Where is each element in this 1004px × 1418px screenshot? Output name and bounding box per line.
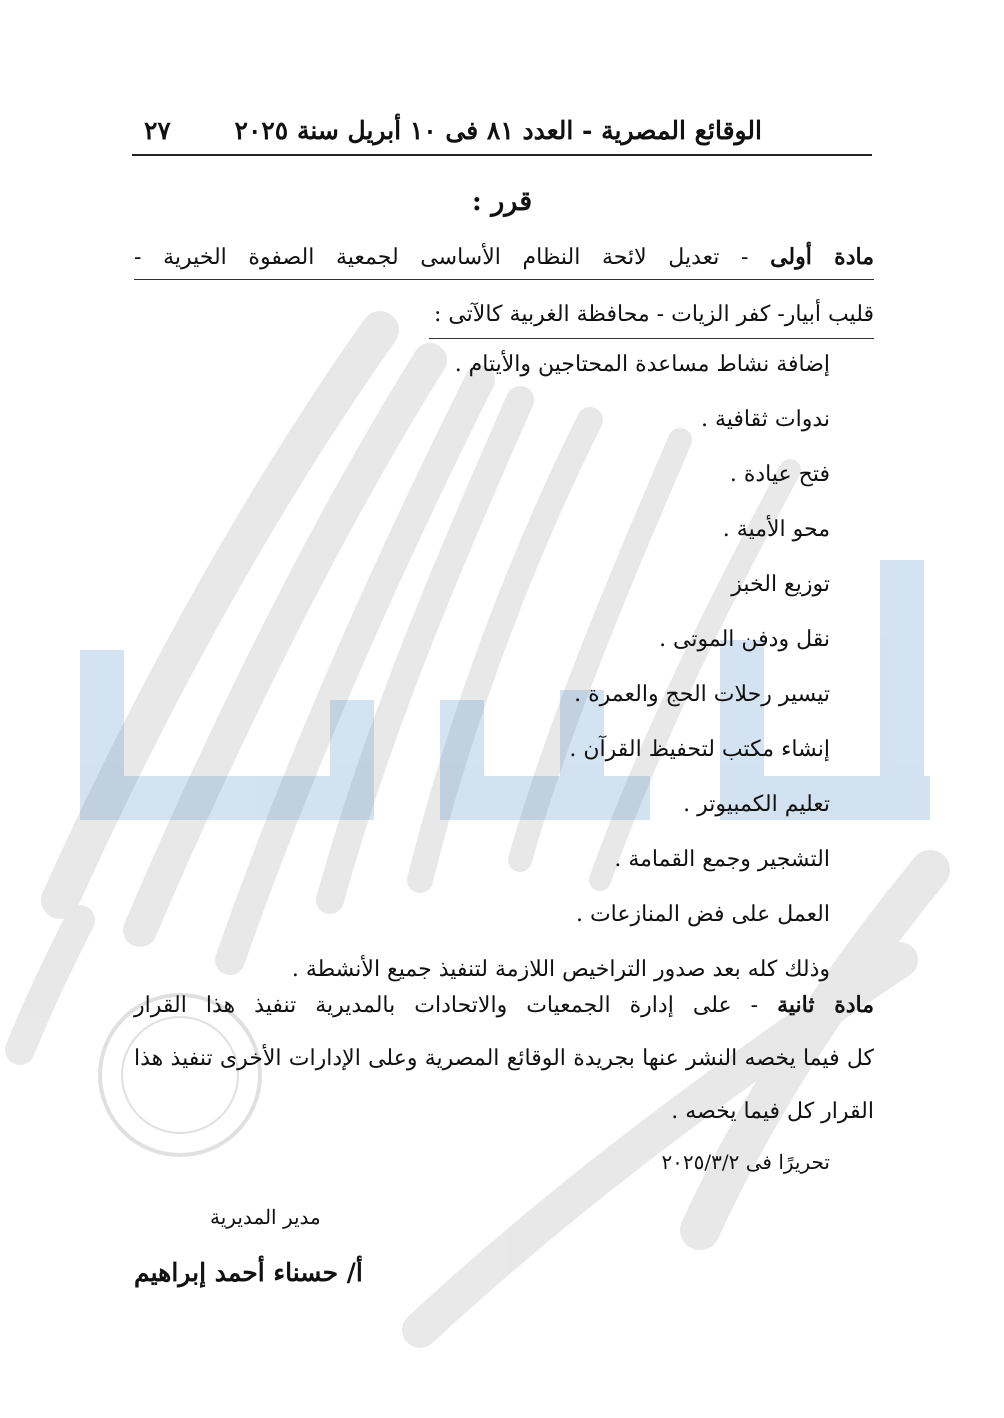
article-2-line-1	[134, 990, 874, 1021]
article-2-label: مادة ثانية	[777, 992, 874, 1018]
list-item: تيسير رحلات الحج والعمرة .	[574, 682, 830, 707]
page-number: ٢٧	[144, 116, 171, 145]
page-header	[132, 112, 872, 156]
article-1-text: - تعديل لائحة النظام الأساسى لجمعية الصفوة الخيرية -	[134, 245, 771, 270]
article-2-line-3: القرار كل فيما يخصه .	[671, 1099, 874, 1124]
list-item: تعليم الكمبيوتر .	[683, 792, 830, 817]
list-item: توزيع الخبز	[731, 572, 830, 597]
article-1-label: مادة أولى	[770, 244, 874, 270]
issue-date: تحريرًا فى ٢٠٢٥/٣/٢	[661, 1150, 830, 1174]
list-item: ندوات ثقافية .	[700, 407, 830, 432]
signatory-title: مدير المديرية	[210, 1205, 321, 1229]
signatory-name: أ/ حسناء أحمد إبراهيم	[134, 1258, 363, 1287]
article-2-text: - على إدارة الجمعيات والاتحادات بالمديرية تنفيذ هذا القرار	[134, 993, 778, 1018]
list-item: محو الأمية .	[722, 517, 830, 542]
list-item: إنشاء مكتب لتحفيظ القرآن .	[569, 737, 830, 762]
article-1-line-2: قليب أبيار- كفر الزيات - محافظة الغربية كالآتى :	[429, 300, 874, 339]
list-item: إضافة نشاط مساعدة المحتاجين والأيتام .	[454, 352, 830, 377]
article-2-line-2: كل فيما يخصه النشر عنها بجريدة الوقائع المصرية وعلى الإدارات الأخرى تنفيذ هذا	[134, 1046, 874, 1071]
list-item: التشجير وجمع القمامة .	[614, 847, 830, 872]
list-item: وذلك كله بعد صدور التراخيص اللازمة لتنفيذ جميع الأنشطة .	[291, 957, 830, 982]
list-item: فتح عيادة .	[729, 462, 830, 487]
decision-heading: قرر :	[471, 186, 533, 217]
article-1-line-1	[134, 242, 874, 280]
list-item: نقل ودفن الموتى .	[659, 627, 830, 652]
list-item: العمل على فض المنازعات .	[575, 902, 830, 927]
header-title: الوقائع المصرية - العدد ٨١ فى ١٠ أبريل سنة ٢٠٢٥	[234, 116, 762, 145]
activities-list	[292, 350, 830, 1010]
